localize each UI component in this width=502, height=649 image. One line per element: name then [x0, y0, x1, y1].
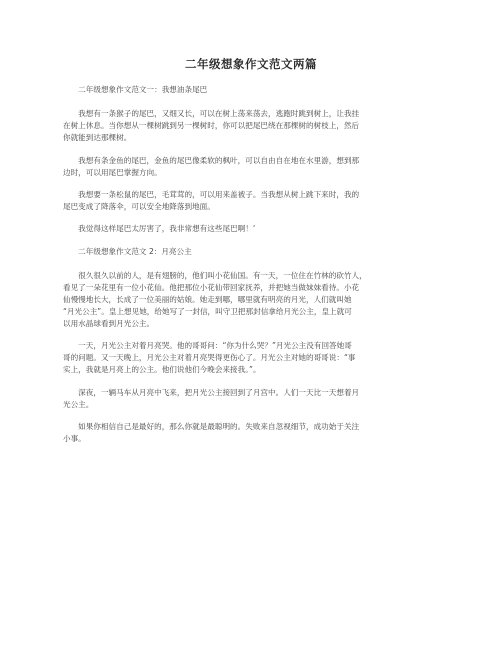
- text-line: 很久很久以前的人，是有翅膀的，他们叫小花仙国。有一天，一位住在竹林的砍竹人，: [63, 271, 367, 280]
- text-line: 实上，我就是月亮上的公主。他们说他们今晚会来接我。”。: [63, 365, 261, 374]
- text-line: 边时，可以用尾巴掌握方向。: [63, 168, 162, 177]
- text-line: 二年级想象作文范文 2：月亮公主: [63, 247, 192, 256]
- paragraph-conclusion-1: [63, 223, 446, 235]
- text-line: 一天，月光公主对着月亮哭。他的哥哥问：“你为什么哭？”月光公主没有回答她哥: [63, 341, 352, 350]
- text-line: 哥的问题。又一天晚上，月光公主对着月亮哭得更伤心了。月光公主对她的哥哥说：“事: [63, 353, 356, 362]
- paragraph-moon-princess-crying: [63, 340, 446, 376]
- paragraph-heading-1: [63, 84, 446, 96]
- text-line: 看见了一朵花里有一位小花仙。他把那位小花仙带回家抚养，并把她当做妹妹看待。小花: [63, 283, 360, 292]
- text-line: 以用水晶球看到月光公主。: [63, 319, 155, 328]
- text-line: 深夜，一辆马车从月亮中飞来，把月光公主接回到了月宫中。人们一天比一天想着月: [63, 388, 360, 397]
- paragraph-squirrel-tail: [63, 189, 446, 213]
- paragraph-moon-princess-intro: [63, 270, 446, 330]
- text-line: 仙慢慢地长大，长成了一位美丽的姑娘。她走到哪，哪里就有明亮的月光，人们就叫她: [63, 295, 352, 304]
- text-line: 如果你相信自己是最好的，那么你就是最聪明的。失败来自忽视细节，成功始于关注: [63, 422, 360, 431]
- text-line: 我觉得这样尾巴太厉害了，我非常想有这些尾巴啊！‘: [63, 224, 256, 233]
- paragraph-closing: [63, 421, 446, 445]
- text-line: 在树上休息。当你想从一棵树跳到另一棵树时，你可以把尾巴绕在那棵树的树枝上，然后: [63, 121, 360, 130]
- paragraph-moon-princess-return: [63, 387, 446, 411]
- text-line: 光公主。: [63, 400, 94, 409]
- text-line: 我想有条金鱼的尾巴，金鱼的尾巴像柔软的枫叶，可以自由自在地在水里游，想到那: [63, 156, 360, 165]
- document-title: 二年级想象作文范文两篇: [185, 57, 317, 71]
- text-line: 你就能到达那棵树。: [63, 133, 132, 142]
- text-line: 我想要一条松鼠的尾巴，毛茸茸的，可以用来盖被子。当我想从树上跳下来时，我的: [63, 190, 360, 199]
- text-line: 我想有一条猴子的尾巴，又细又长，可以在树上荡来荡去，逃跑时跳到树上，让我挂: [63, 109, 360, 118]
- paragraph-monkey-tail: [63, 108, 446, 144]
- text-line: “月光公主”。皇上想见她，给她写了一封信，叫守卫把那封信拿给月光公主，皇上就可: [63, 307, 352, 316]
- text-line: 小事。: [63, 434, 86, 443]
- paragraph-heading-2: [63, 246, 446, 258]
- text-line: 尾巴变成了降落伞，可以安全地降落到地面。: [63, 202, 215, 211]
- paragraph-goldfish-tail: [63, 155, 446, 179]
- text-line: 二年级想象作文范文一：我想油条尾巴: [63, 85, 208, 94]
